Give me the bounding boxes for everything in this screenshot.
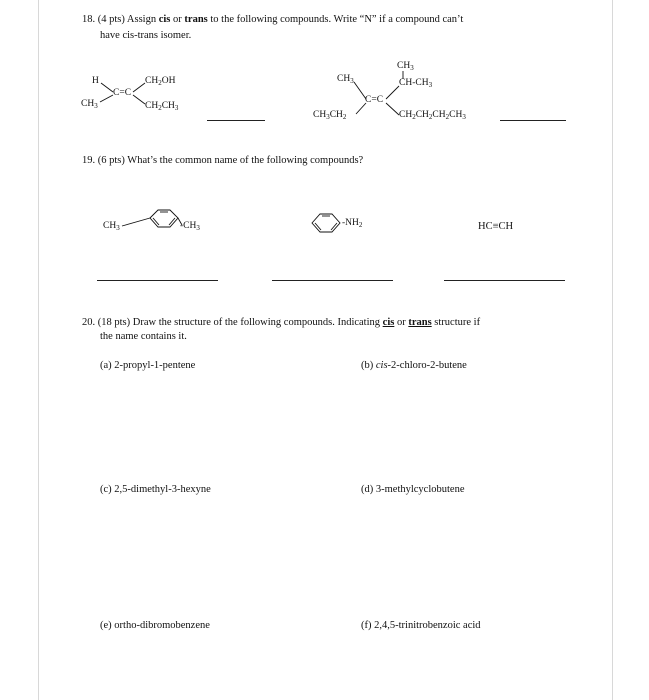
q20-part-a: (a) 2-propyl-1-pentene <box>100 360 196 371</box>
q20-line1-b: structure if <box>434 317 481 328</box>
q18-mol2-ch3-top: $CH_3$ <box>397 61 414 72</box>
q18-mol1-bond-ch3 <box>100 95 113 102</box>
q20-or: or <box>396 317 406 328</box>
q19-mol2-ring-inner-3 <box>315 223 321 230</box>
q19-mol1-ch3-left: $CH_3$ <box>103 221 120 232</box>
q20-part-b: (b) cis-2-chloro-2-butene <box>361 360 467 371</box>
q18-mol2-bond-ch <box>386 86 399 99</box>
q18-mol2-ch3ch2: $CH_3CH_2$ <box>313 110 347 121</box>
q20-part-c: (c) 2,5-dimethyl-3-hexyne <box>100 484 211 495</box>
q18-or: or <box>173 14 182 25</box>
q19-mol1-ring-inner-3 <box>153 218 159 225</box>
q18-trans: trans <box>184 14 208 25</box>
q19-mol1-bond-left <box>122 218 150 226</box>
q18-mol2-bond-ch3ch2 <box>356 103 366 114</box>
q19-mol1-ch3-right: $-CH_3$ <box>180 221 200 232</box>
q18-text-before: Assign <box>126 14 157 25</box>
q18-mol2-double-bond: C=C <box>365 95 384 105</box>
q20-line1-a: 20. (18 pts) Draw the structure of the following compounds. Indicating <box>82 317 381 328</box>
q20-part-e: (e) ortho-dibromobenzene <box>100 620 210 631</box>
q18-mol1-ch2oh: $CH_2OH$ <box>145 76 176 87</box>
q18-mol1-bond-ch2ch3 <box>133 95 145 104</box>
q18-mol2-chain: $CH_2CH_2CH_2CH_3$ <box>399 110 466 121</box>
q19-mol1-benzene-ring <box>150 210 178 227</box>
q20-line2: the name contains it. <box>100 331 187 342</box>
q18-line2: have cis-trans isomer. <box>100 30 192 41</box>
q20-trans: trans <box>408 317 432 328</box>
q20-cis: cis <box>382 317 395 328</box>
q19-mol1-bond-right <box>178 218 182 225</box>
q19-mol2-benzene-ring <box>312 214 340 232</box>
q18-mol2-ch3-left: $CH_3$ <box>337 74 354 85</box>
q18-mol1-bond-h <box>101 83 113 92</box>
q18-mol2-ch-ch3: $CH-CH_3$ <box>399 78 433 89</box>
q18-mol2-bond-chain <box>386 103 399 115</box>
q19-mol1-ring-inner-2 <box>169 218 175 225</box>
q18-mol1-ch2ch3: $CH_2CH_3$ <box>145 101 179 112</box>
q18-mol1-double-bond: C=C <box>113 88 132 98</box>
q18-mol1-h: H <box>92 76 99 86</box>
q18-number: 18. (4 pts) <box>82 14 125 25</box>
q18-mol1-ch3: $CH_3$ <box>81 99 98 110</box>
q18-mol1-bond-ch2oh <box>133 83 145 92</box>
q18-cis: cis <box>158 14 171 25</box>
q19-mol2-ring-inner-2 <box>331 223 337 230</box>
q18-text-after: to the following compounds. Write “N” if a compound can’t <box>210 14 464 25</box>
q18-mol2-bond-ch3 <box>354 82 366 99</box>
q19-text: 19. (6 pts) What’s the common name of the following compounds? <box>82 155 364 166</box>
q20-part-f: (f) 2,4,5-trinitrobenzoic acid <box>361 620 481 631</box>
q20-part-d: (d) 3-methylcyclobutene <box>361 484 465 495</box>
q19-mol3-ethyne: HC≡CH <box>478 221 514 232</box>
q19-mol2-nh2: $-NH_2$ <box>342 218 363 229</box>
